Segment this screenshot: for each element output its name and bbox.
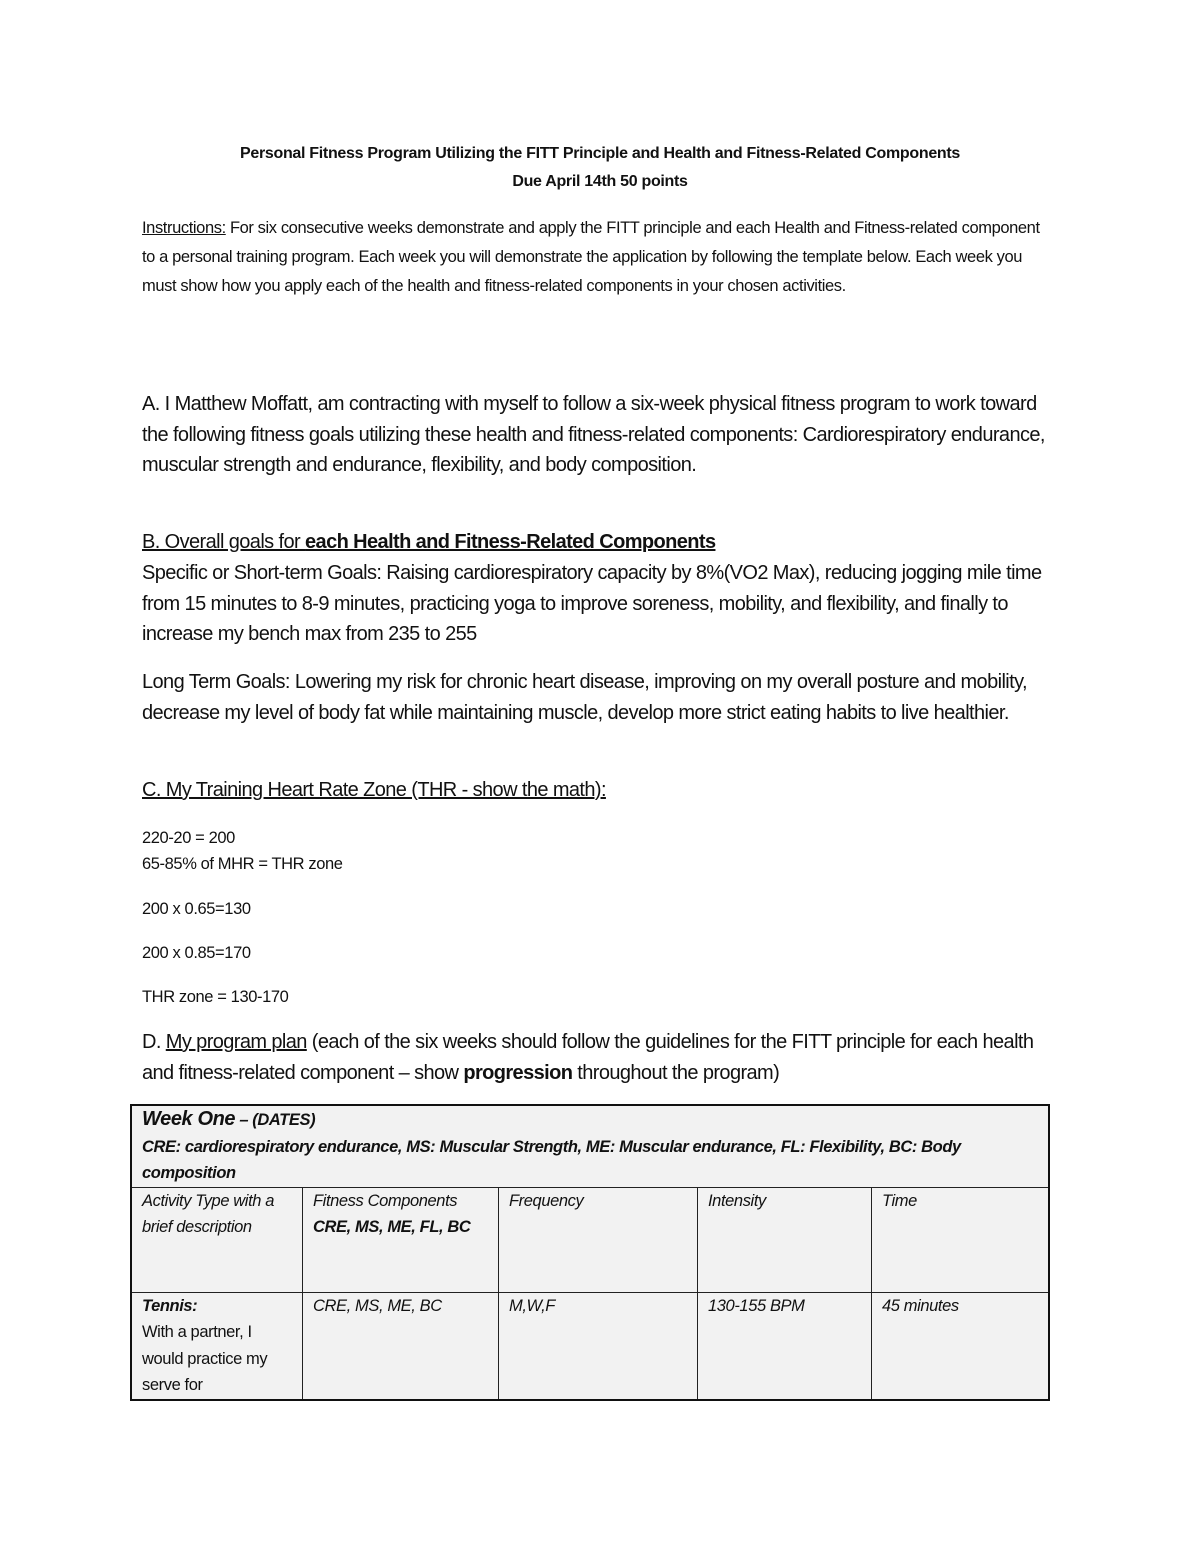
components-cell: CRE, MS, ME, BC xyxy=(303,1292,499,1400)
activity-name: Tennis: xyxy=(142,1296,198,1315)
table-row xyxy=(131,1292,1049,1400)
header-components-codes: CRE, MS, ME, FL, BC xyxy=(313,1218,471,1236)
thr-line: 200 x 0.85=170 xyxy=(142,944,251,962)
section-d-prefix: D. xyxy=(142,1031,166,1053)
table-title-row xyxy=(131,1105,1049,1187)
intensity-cell: 130-155 BPM xyxy=(698,1292,872,1400)
header-time: Time xyxy=(872,1187,1050,1292)
header-components xyxy=(303,1187,499,1292)
thr-line: 200 x 0.65=130 xyxy=(142,900,251,918)
section-d-heading: My program plan xyxy=(165,1031,307,1053)
thr-line: 65-85% of MHR = THR zone xyxy=(142,855,343,873)
document-subtitle: Due April 14th 50 points xyxy=(512,173,688,190)
section-b-heading-prefix: B. Overall goals for xyxy=(142,531,306,553)
week-one-table xyxy=(130,1104,1050,1401)
section-a: A. I Matthew Moffatt, am contracting with myself to follow a six-week physical fitness program to work toward the following fitness goals utilizing these health and fitness-related components: Cardiorespiratory endurance, muscular strength and endurance, flexibility, and body composition. xyxy=(142,393,1045,476)
activity-description: With a partner, I would practice my serve for xyxy=(142,1323,268,1394)
week-dates: – (DATES) xyxy=(235,1111,316,1129)
time-cell: 45 minutes xyxy=(872,1292,1050,1400)
section-b-heading xyxy=(142,527,1052,558)
section-d-bold: progression xyxy=(463,1061,573,1084)
frequency-cell: M,W,F xyxy=(499,1292,698,1400)
thr-line: THR zone = 130-170 xyxy=(142,988,289,1006)
table-header-row xyxy=(131,1187,1049,1292)
week-label: Week One xyxy=(142,1108,236,1130)
section-c-heading: C. My Training Heart Rate Zone (THR - show the math): xyxy=(142,779,606,801)
section-b-heading-bold: each Health and Fitness-Related Components xyxy=(305,531,716,553)
header-components-label: Fitness Components xyxy=(313,1191,458,1210)
week-header-cell xyxy=(131,1105,1049,1187)
header-frequency: Frequency xyxy=(499,1187,698,1292)
header-intensity: Intensity xyxy=(698,1187,872,1292)
activity-cell xyxy=(131,1292,303,1400)
long-term-goals: Long Term Goals: Lowering my risk for chronic heart disease, improving on my overall posture and mobility, decrease my level of body fat while maintaining muscle, develop more strict eating habits to live healthier. xyxy=(142,671,1027,724)
short-term-goals: Specific or Short-term Goals: Raising cardiorespiratory capacity by 8%(VO2 Max), reducing jogging mile time from 15 minutes to 8-9 minutes, practicing yoga to improve soreness, mobility, and flexibility, and finally to increase my bench max from 235 to 255 xyxy=(142,562,1042,645)
component-legend: CRE: cardiorespiratory endurance, MS: Muscular Strength, ME: Muscular endurance, FL: Flexibility, BC: Body composition xyxy=(142,1137,961,1182)
instructions-label: Instructions: xyxy=(142,219,226,237)
section-d xyxy=(142,1027,1052,1088)
section-d-text: (each of the six weeks should follow the guidelines for the FITT principle for each health and fitness-related component – show xyxy=(142,1031,1034,1084)
document-title: Personal Fitness Program Utilizing the FITT Principle and Health and Fitness-Related Components xyxy=(239,145,961,162)
section-d-text-end: throughout the program) xyxy=(572,1061,780,1084)
thr-line: 220-20 = 200 xyxy=(142,829,235,847)
instructions-text: For six consecutive weeks demonstrate and apply the FITT principle and each Health and Fitness-related component to a personal training program. Each week you will demonstrate the application by following the template below. Each week you must show how you apply each of the health and fitness-related components in your chosen activities. xyxy=(142,219,1040,295)
instructions xyxy=(142,214,1042,301)
header-activity: Activity Type with a brief description xyxy=(131,1187,303,1292)
